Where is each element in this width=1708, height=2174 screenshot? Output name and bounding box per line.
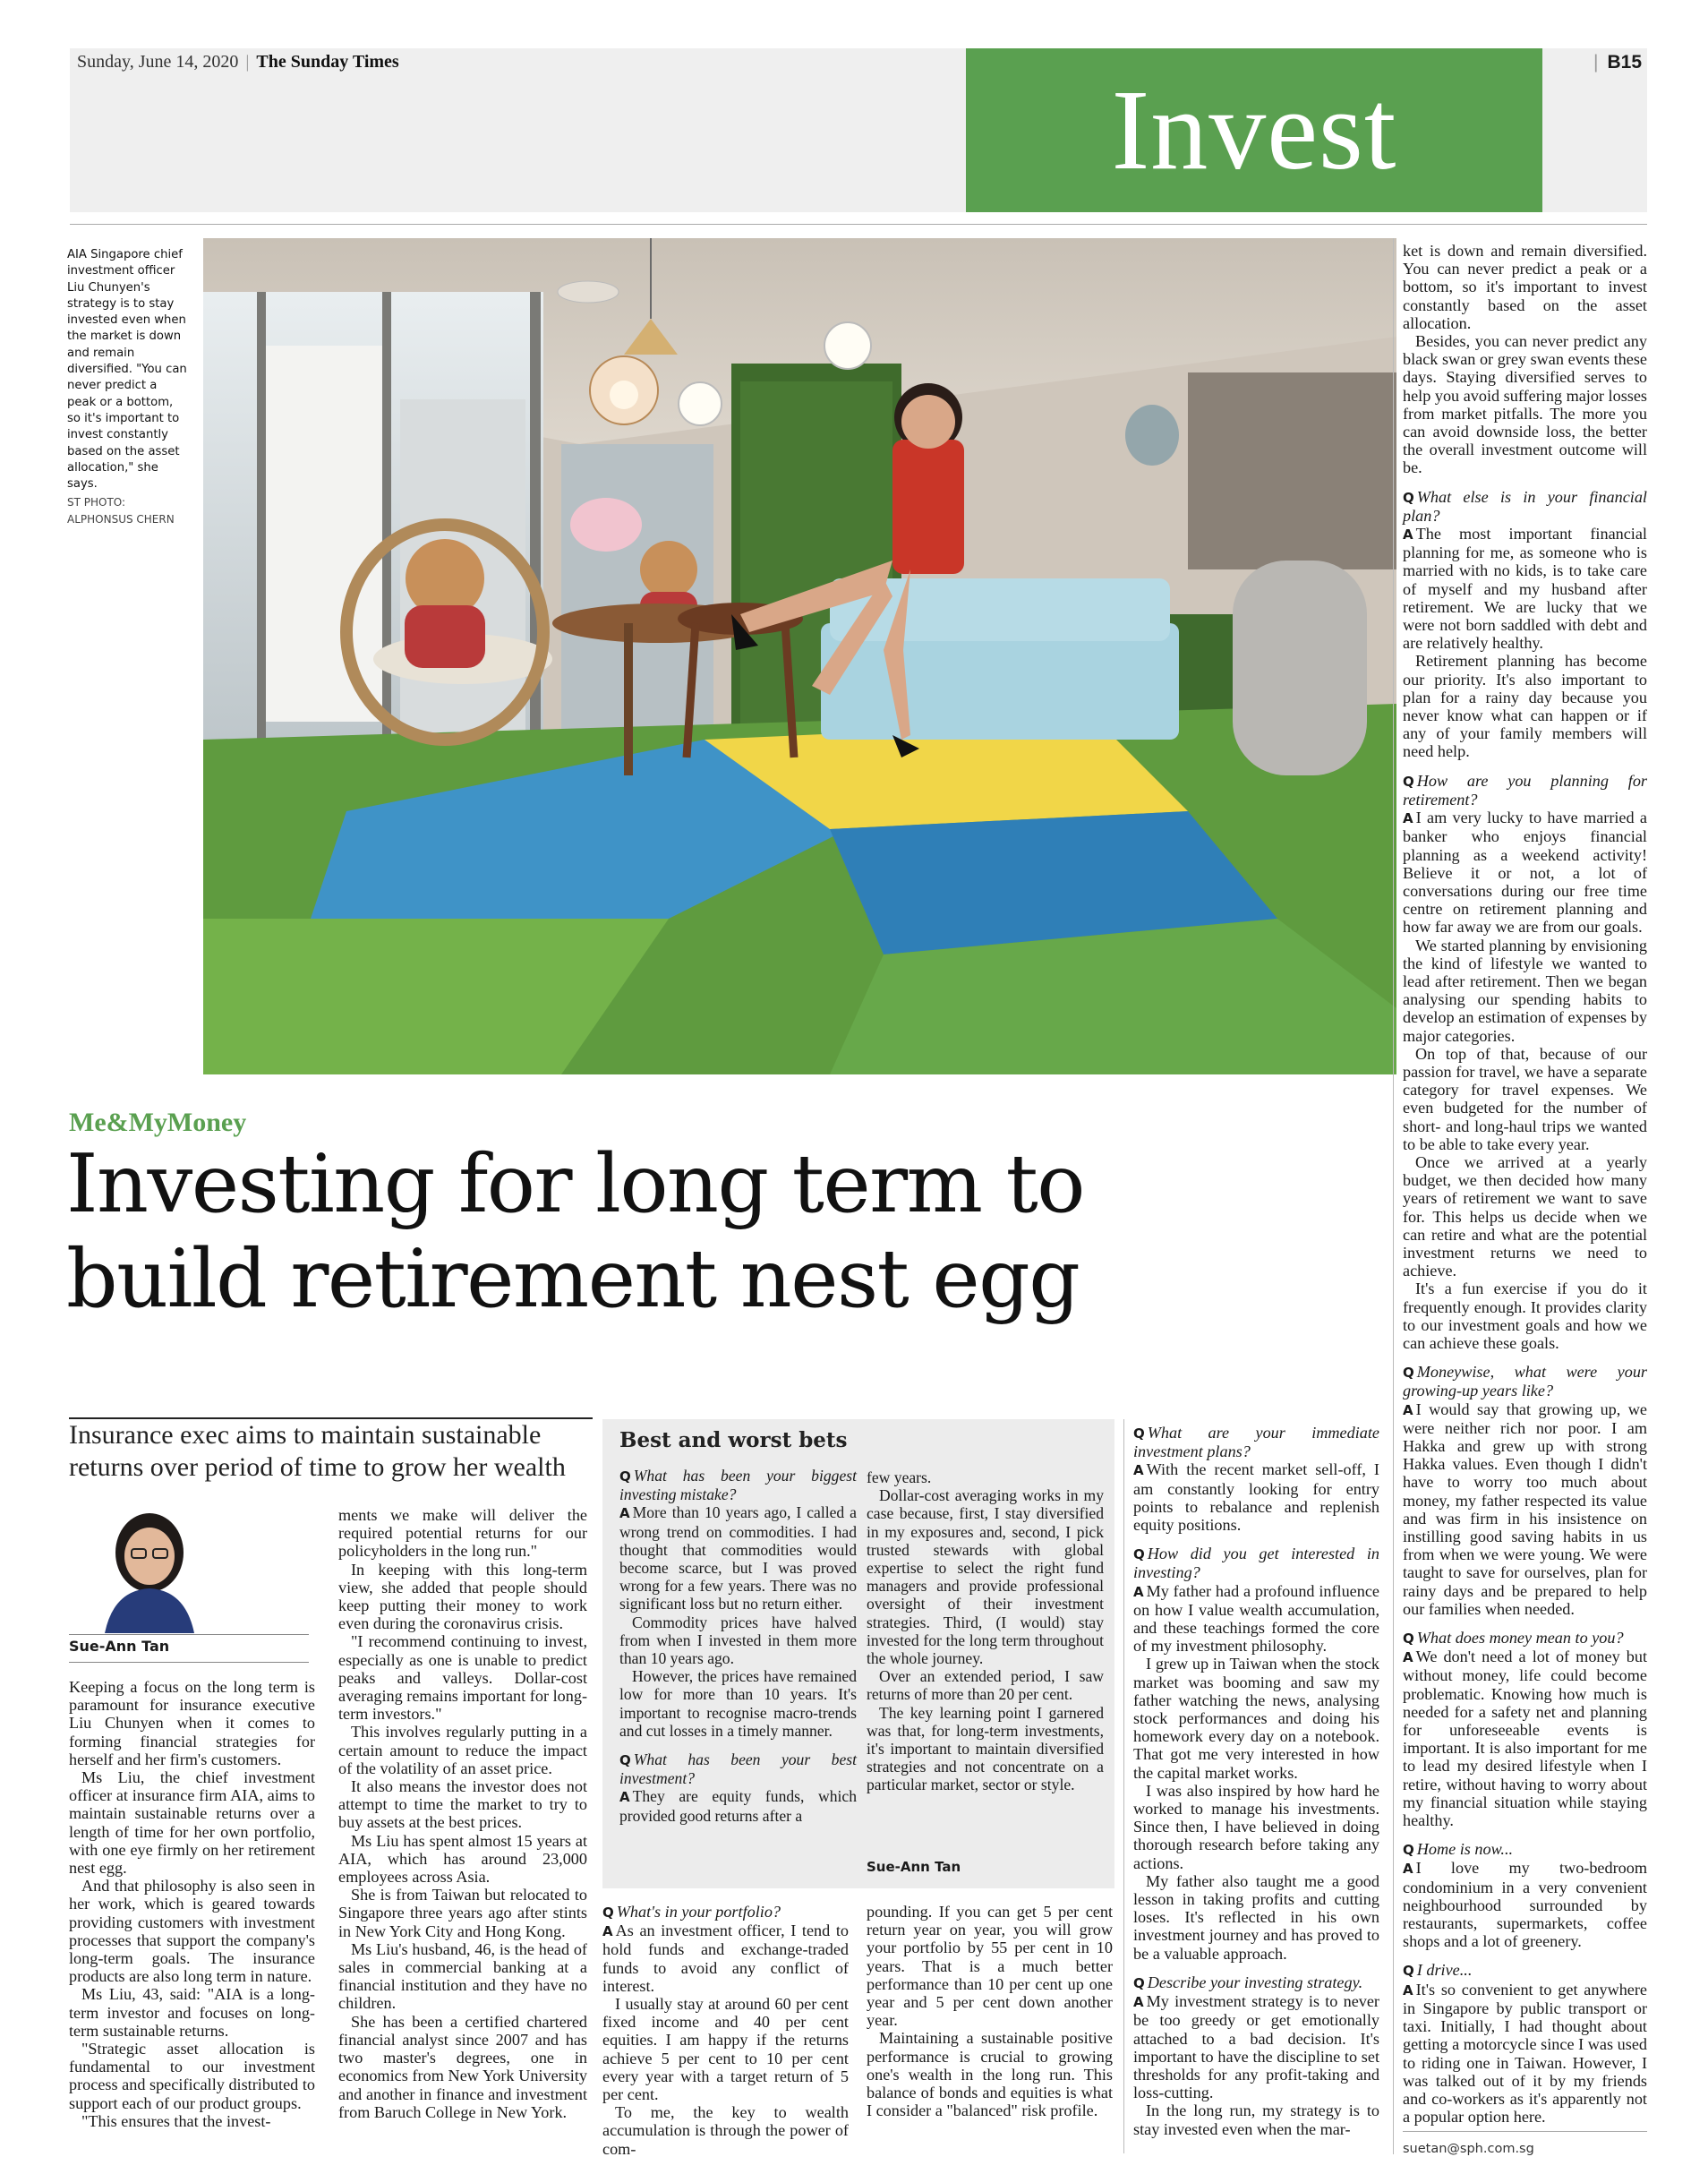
office-scene-illustration <box>203 238 1396 1074</box>
paragraph: She has been a certified chartered financial analyst since 2007 and has two master's degrees, one in economics from New York University and another in finance and investment from Baruch College in New York. <box>338 2012 587 2121</box>
paragraph: "I recommend continuing to invest, especially as one is unable to predict peaks and valleys. Dollar-cost averaging remains important for long-term investors." <box>338 1632 587 1724</box>
qa-column-portfolio-cont <box>867 1903 1113 2119</box>
question: Q I drive... <box>1403 1961 1473 1980</box>
box-column-2 <box>867 1468 1104 1794</box>
caption-text: AIA Singapore chief investment officer Liu Chunyen's strategy is to stay invested even when the market is down and remain diversified. "You can never predict a peak or a bottom, so it's important to invest constantly based on the asset allocation," she says. <box>67 248 187 492</box>
paragraph: This involves regularly putting in a certain amount to reduce the impact of the volatility of an asset price. <box>338 1723 587 1777</box>
paragraph: Retirement planning has become our priority. It's also important to plan for a rainy day because you never know what can happen or if any of your family members will need help. <box>1403 652 1647 761</box>
paragraph: In the long run, my strategy is to stay invested even when the mar- <box>1133 2101 1379 2138</box>
paragraph: Over an extended period, I saw returns of more than 20 per cent. <box>867 1667 1104 1704</box>
paragraph: pounding. If you can get 5 per cent return year on year, you will grow your portfolio by 55 per cent in 10 years. That is a much better performance than 10 per cent up one year and 5 per cent down another year. <box>867 1903 1113 2030</box>
paragraph: And that philosophy is also seen in her work, which is geared towards providing customers with investment processes that support the company's long-term goals. The insurance products are also long term in nature. <box>69 1877 315 1986</box>
box-column-1 <box>619 1461 857 1825</box>
answer: A The most important financial planning for me, as someone who is married with no kids, is to take care of myself and my husband after retirement. We are lucky that we were not born saddled with debt and are relatively healthy. <box>1403 525 1647 653</box>
headline-line-2: build retirement nest egg <box>66 1232 1080 1326</box>
paragraph: Ms Liu, the chief investment officer at insurance firm AIA, aims to maintain sustainable returns over a length of time for her own portfolio, with one eye firmly on her retirement nest egg. <box>69 1768 315 1878</box>
question: Q What else is in your financial plan? <box>1403 487 1647 525</box>
paragraph: She is from Taiwan but relocated to Singapore three years ago after stints in New York City and Hong Kong. <box>338 1886 587 1940</box>
page-number-label: B15 <box>1607 52 1642 73</box>
author-portrait <box>69 1501 309 1633</box>
author-email: suetan@sph.com.sg <box>1403 2142 1534 2156</box>
author-photo <box>69 1501 309 1633</box>
question: Q How are you planning for retirement? <box>1403 771 1647 809</box>
question: Q How did you get interested in investing? <box>1133 1545 1379 1582</box>
paragraph: Keeping a focus on the long term is paramount for insurance executive Liu Chunyen when it comes to forming financial strategies for herself and her firm's customers. <box>69 1678 315 1768</box>
paragraph: Commodity prices have halved from when I invested in them more than 10 years ago. <box>619 1613 857 1668</box>
kicker: Me&MyMoney <box>69 1108 247 1137</box>
headline <box>66 1137 1364 1327</box>
body-column-1 <box>69 1678 315 2130</box>
newspaper-name: The Sunday Times <box>256 52 399 72</box>
paragraph: I usually stay at around 60 per cent fixed income and 40 per cent equities. I am happy if the returns achieve 5 per cent to 10 per cent every year with a target return of 5 per cent. <box>602 1995 849 2104</box>
paragraph: Besides, you can never predict any black swan or grey swan events these days. Staying diversified serves to help you avoid suffering major losses from market pitfalls. The more you can avoid downside loss, the better the overall investment outcome will be. <box>1403 332 1647 477</box>
paragraph: few years. <box>867 1468 932 1486</box>
qa-column-portfolio <box>602 1903 849 2158</box>
question: Q Moneywise, what were your growing-up years like? <box>1403 1363 1647 1400</box>
qa-column-5 <box>1403 242 1647 2126</box>
deck: Insurance exec aims to maintain sustainable returns over period of time to grow her wealth <box>69 1420 566 1482</box>
footer-rule <box>1403 2131 1647 2132</box>
answer: A My father had a profound influence on how I value wealth accumulation, and these teachings formed the core of my investment philosophy. <box>1133 1581 1379 1656</box>
photo-credit: ST PHOTO: ALPHONSUS CHERN <box>67 496 175 526</box>
answer: A With the recent market sell-off, I am constantly looking for entry points to rebalance and replenish equity positions. <box>1133 1460 1379 1535</box>
answer: A My investment strategy is to never be too greedy or get emotionally attached to a bad decision. It's important to have the discipline to set thresholds for any profit-taking and loss-cutting. <box>1133 1992 1379 2102</box>
paragraph: In keeping with this long-term view, she added that people should keep putting their money to work even during the coronavirus crisis. <box>338 1560 587 1633</box>
section-title: Invest <box>1111 66 1397 193</box>
paragraph: Once we arrived at a yearly budget, we then decided how many years of retirement we want to save for. This helps us decide when we can retire and what are the potential investment returns we need to achieve. <box>1403 1152 1647 1280</box>
column-divider <box>1393 238 1394 2154</box>
byline: Sue-Ann Tan <box>69 1638 170 1655</box>
column-divider <box>1123 1419 1124 2153</box>
answer: A We don't need a lot of money but without money, life could become problematic. Knowing how much is needed for a safety net and planning for unforeseeable events is important. It is also important for me to lead my desired lifestyle when I retire, without having to worry about my financial situation while staying healthy. <box>1403 1648 1647 1830</box>
paragraph: The key learning point I garnered was that, for long-term investments, it's important to maintain diversified strategies and not concentrate on a particular market, sector or style. <box>867 1703 1104 1794</box>
paragraph: However, the prices have remained low for more than 10 years. It's important to recognise macro-trends and cut losses in a timely manner. <box>619 1667 857 1740</box>
paragraph: My father also taught me a good lesson in taking profits and cutting loses. It's reflected in his own investment journey and has proved to be a valuable approach. <box>1133 1871 1379 1963</box>
answer: A I love my two-bedroom condominium in a very convenient neighbourhood surrounded by restaurants, supermarkets, coffee shops and a lot of greenery. <box>1403 1859 1647 1951</box>
question: Q What has been your biggest investing mistake? <box>619 1467 857 1504</box>
answer: A I would say that growing up, we were neither rich nor poor. I am Hakka and grew up with strong Hakka values. Even though I didn't have to worry too much about money, my father respected its value and was firm in his insistence on instilling good saving habits in us from when we were young. We were taught to save for ourselves, plan for rainy days and be prepared to help our families when needed. <box>1403 1399 1647 1618</box>
paragraph: Dollar-cost averaging works in my case because, first, I stay diversified in my exposures and, second, I pick trusted stewards with global expertise to select the right fund managers and provide professional oversight of their investment strategies. Third, (I would) stay invested for the long term throughout the whole journey. <box>867 1486 1104 1668</box>
question: Q Describe your investing strategy. <box>1133 1973 1363 1991</box>
answer: A More than 10 years ago, I called a wrong trend on commodities. I had thought that commodities would become scarce, but I was proved wrong for a few years. There was no significant loss but no return either. <box>619 1503 857 1613</box>
box-byline: Sue-Ann Tan <box>867 1859 961 1875</box>
paragraph: To me, the key to wealth accumulation is through the power of com- <box>602 2103 849 2158</box>
body-column-2 <box>338 1506 587 2121</box>
paragraph: "Strategic asset allocation is fundamental to our investment process and specifically distributed to support each of our product groups. <box>69 2040 315 2112</box>
qa-column-4 <box>1133 1424 1379 2138</box>
dateline: Sunday, June 14, 2020 | The Sunday Times <box>77 52 399 72</box>
question: Q What are your immediate investment plans? <box>1133 1424 1379 1461</box>
paragraph: It's a fun exercise if you do it frequently enough. It provides clarity to our investment goals and how we can achieve these goals. <box>1403 1280 1647 1352</box>
paragraph: Maintaining a sustainable positive performance is crucial to growing one's wealth in the long run. This balance of bonds and equities is what I consider a "balanced" risk profile. <box>867 2029 1113 2120</box>
answer: A I am very lucky to have married a banker who enjoys financial planning as a weekend activity! Believe it or not, a lot of conversations during our free time centre on retirement planning and how far away we are from our goals. <box>1403 809 1647 937</box>
paragraph: It also means the investor does not attempt to time the market to try to buy assets at the best prices. <box>338 1777 587 1832</box>
paragraph: We started planning by envisioning the kind of lifestyle we wanted to lead after retirement. Then we began analysing our spending habits to develop an estimation of expenses by major categories. <box>1403 936 1647 1045</box>
header-rule <box>70 224 1647 225</box>
byline-rule <box>69 1634 309 1635</box>
answer: A They are equity funds, which provided good returns after a <box>619 1787 857 1825</box>
issue-date: Sunday, June 14, 2020 <box>77 52 239 72</box>
headline-line-1: Investing for long term to <box>66 1137 1084 1231</box>
main-photo <box>203 238 1396 1074</box>
question: Q What does money mean to you? <box>1403 1629 1624 1648</box>
paragraph: Ms Liu's husband, 46, is the head of sales in commercial banking at a financial institution and they have no children. <box>338 1939 587 2013</box>
question: Q Home is now... <box>1403 1840 1514 1859</box>
paragraph: "This ensures that the invest- <box>81 2111 271 2130</box>
photo-caption <box>67 247 188 527</box>
answer: A As an investment officer, I tend to hold funds and exchange-traded funds to avoid any conflict of interest. <box>602 1922 849 1995</box>
box-title: Best and worst bets <box>619 1428 848 1452</box>
paragraph: I grew up in Taiwan when the stock market was booming and saw my father watching the news, analysing stock performances and doing his homework every day on a notebook. That got me very interested in how the capital market works. <box>1133 1655 1379 1782</box>
byline-rule-bottom <box>69 1662 309 1663</box>
paragraph: ket is down and remain diversified. You can never predict a peak or a bottom, so it's important to invest constantly based on the asset allocation. <box>1403 242 1647 332</box>
paragraph: On top of that, because of our passion for travel, we have a separate category for travel expenses. We even budgeted for the number of short- and long-haul trips we wanted to be able to take every year. <box>1403 1044 1647 1153</box>
question: Q What has been your best investment? <box>619 1750 857 1788</box>
answer: A It's so convenient to get anywhere in Singapore by public transport or taxi. Initially, I had thought about getting a motorcycle since I was used to riding one in Taiwan. However, I was talked out of it by my friends and co-workers as it's apparently not a popular option here. <box>1403 1980 1647 2127</box>
paragraph: Ms Liu, 43, said: "AIA is a long-term investor and focuses on long-term sustainable returns. <box>69 1985 315 2040</box>
paragraph: I was also inspired by how hard he worked to manage his investments. Since then, I have believed in doing thorough research before taking any actions. <box>1133 1781 1379 1872</box>
page-number: | B15 <box>1593 52 1642 73</box>
question: Q What's in your portfolio? <box>602 1903 781 1921</box>
paragraph: Ms Liu has spent almost 15 years at AIA, which has around 23,000 employees across Asia. <box>338 1831 587 1887</box>
paragraph: ments we make will deliver the required potential returns for our policyholders in the long run." <box>338 1506 587 1561</box>
